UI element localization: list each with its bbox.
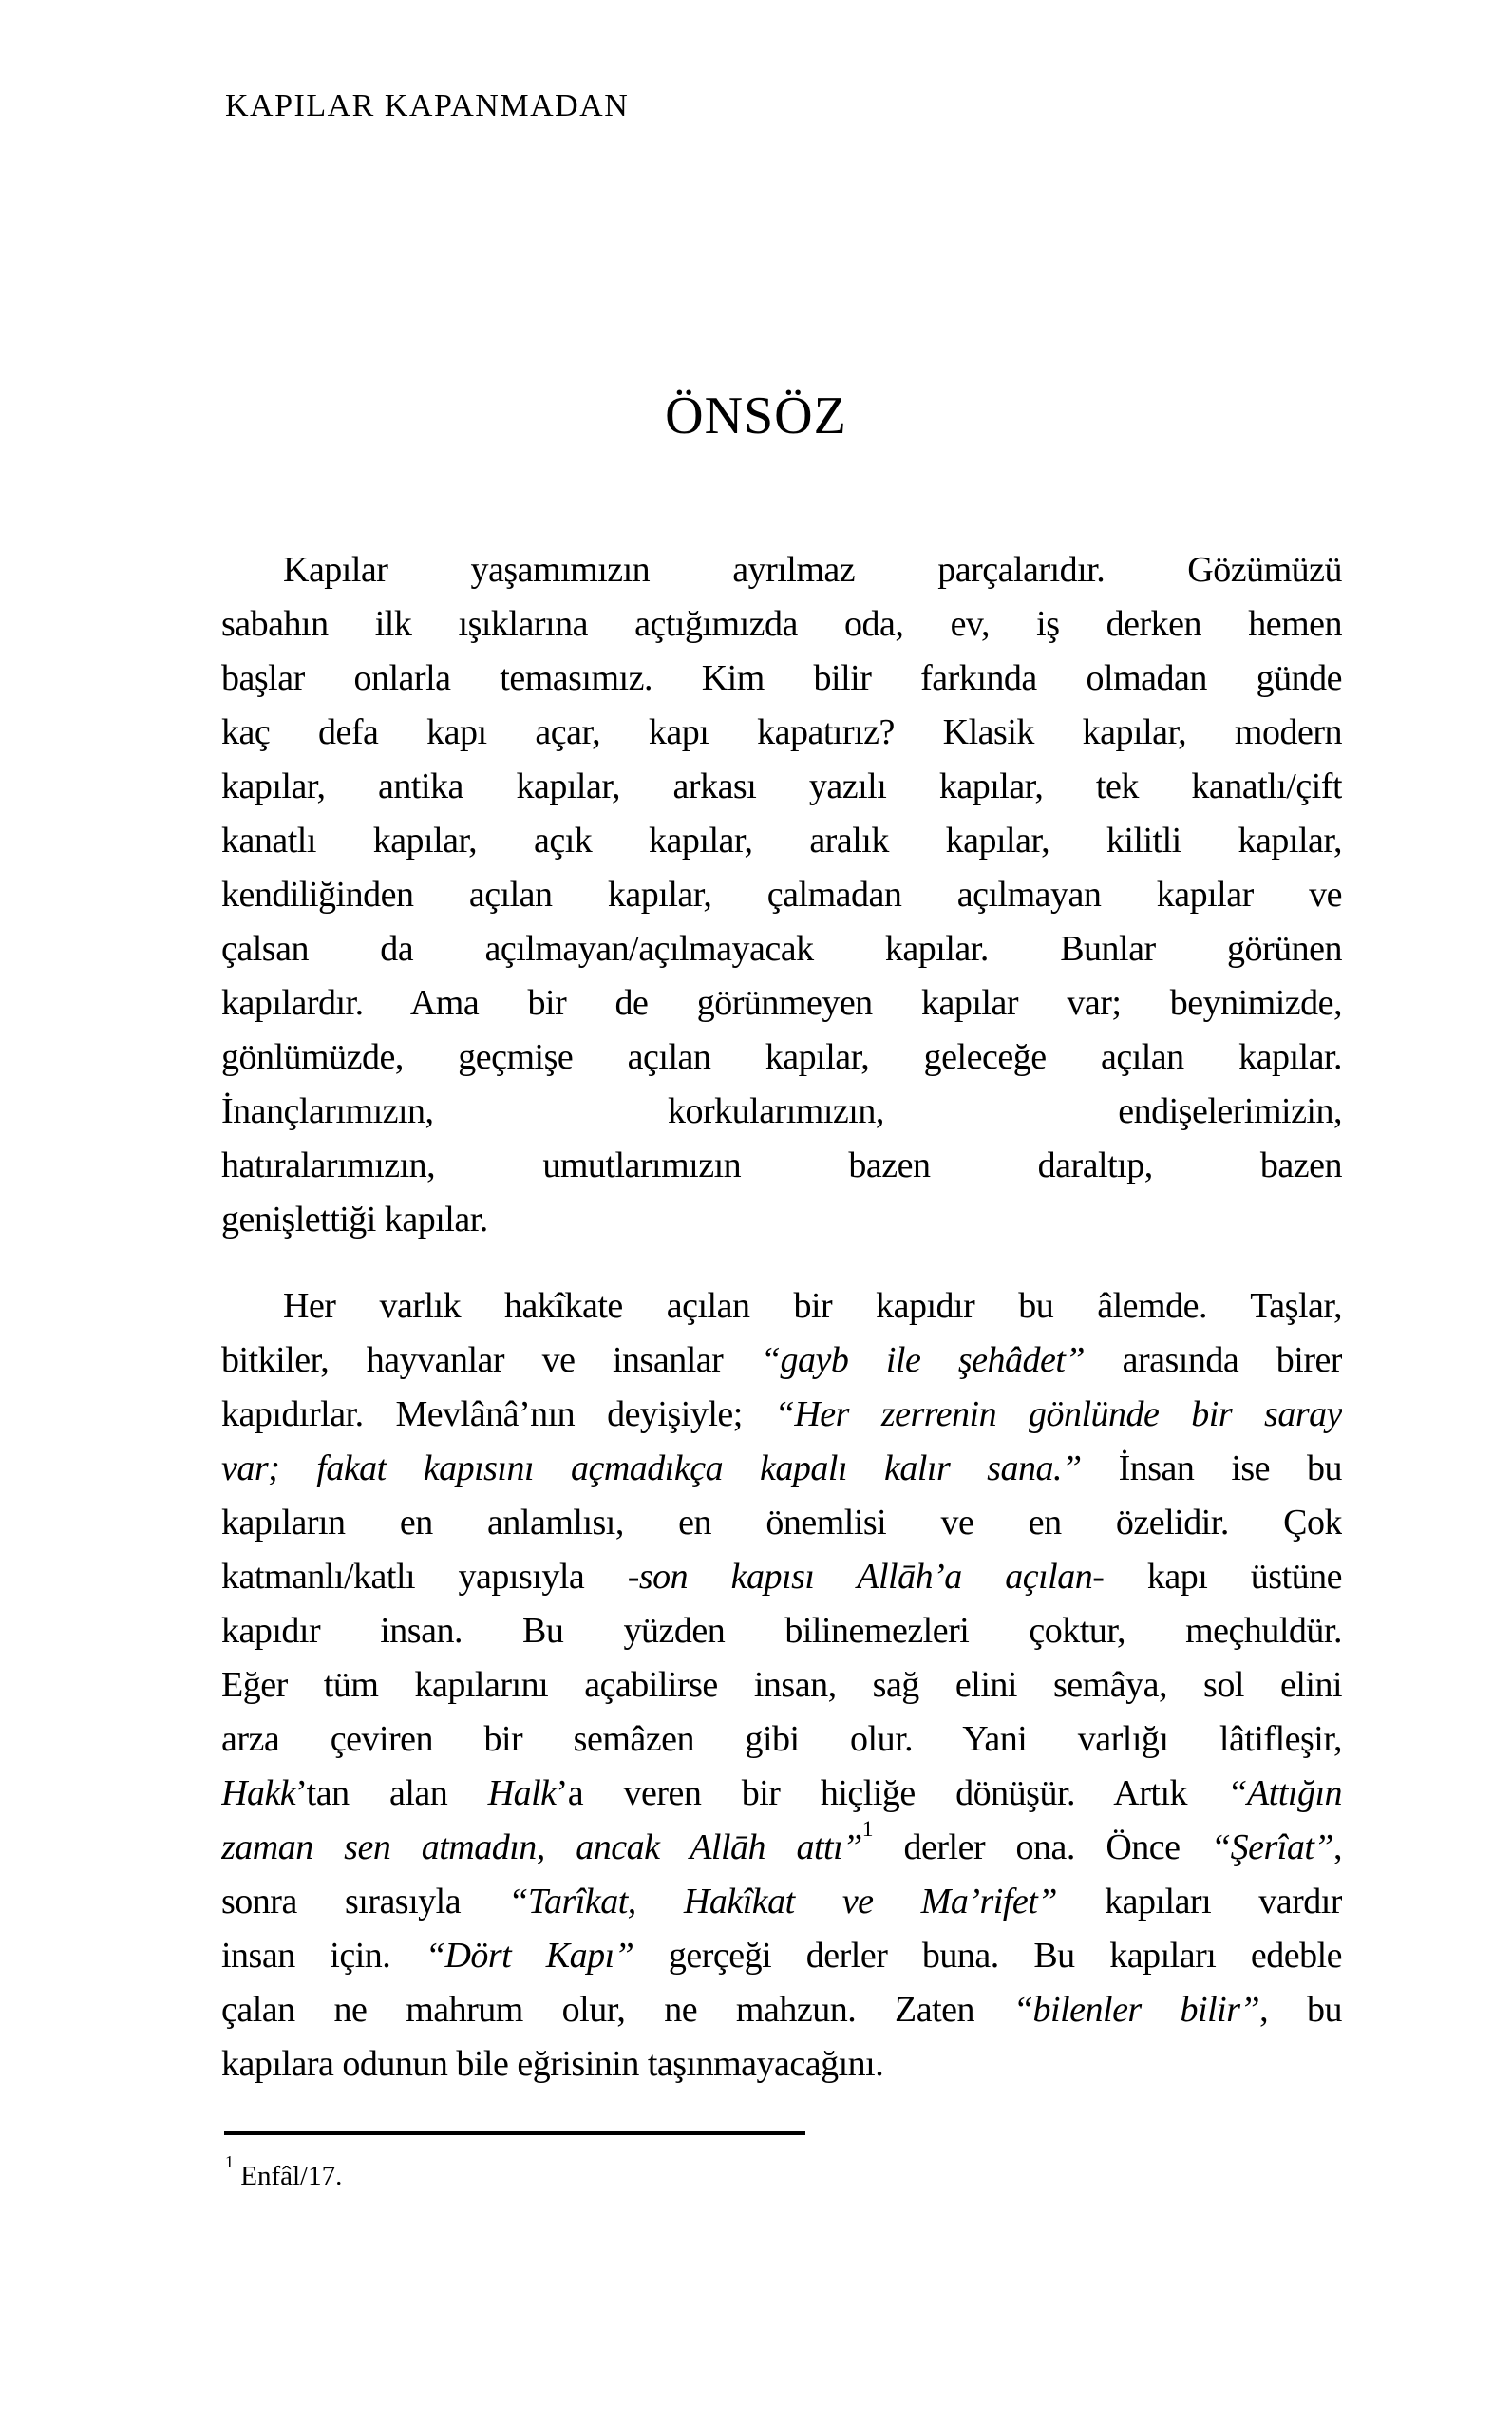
italic-text: Hakk [221, 1773, 296, 1813]
text-line [221, 760, 1342, 814]
text-segment: ’a veren bir hiçliğe dönüşür. Artık [556, 1773, 1228, 1813]
italic-text: “Tarîkat, Hakîkat ve Ma’rifet” [508, 1882, 1057, 1921]
text-line [221, 1875, 1342, 1929]
text-line [221, 706, 1342, 760]
footnote-reference: 1 [861, 1821, 874, 1842]
text-line [221, 1929, 1342, 1983]
italic-text: “Attığın [1227, 1773, 1342, 1813]
text-line [221, 597, 1342, 652]
chapter-title: ÖNSÖZ [665, 387, 847, 445]
text-segment: insan için. [221, 1936, 425, 1976]
text-line [221, 1085, 1342, 1139]
text-segment: başlar onlarla temasımız. Kim bilir farkında olmadan günde [221, 658, 1342, 698]
text-line [221, 922, 1342, 976]
text-line [221, 1193, 1342, 1247]
text-segment: kanatlı kapılar, açık kapılar, aralık kapılar, kilitli kapılar, [221, 821, 1342, 861]
italic-text: “bilenler bilir” [1012, 1990, 1260, 2030]
text-segment: İnançlarımızın, korkularımızın, endişelerimizin, [221, 1091, 1342, 1131]
text-segment: çalsan da açılmayan/açılmayacak kapılar. Bunlar görünen [221, 929, 1342, 969]
italic-text: son kapısı Allāh’a açılan [638, 1557, 1093, 1597]
text-segment: İnsan ise bu [1081, 1448, 1342, 1488]
text-line [221, 1604, 1342, 1658]
paragraph [221, 543, 1342, 1247]
text-line [221, 1712, 1342, 1767]
text-segment: katmanlı/katlı yapısıyla - [221, 1557, 639, 1597]
text-segment: sonra sırasıyla [221, 1882, 509, 1921]
text-segment: Her varlık hakîkate açılan bir kapıdır bu âlemde. Taşlar, [283, 1286, 1342, 1326]
text-segment: bitkiler, hayvanlar ve insanlar [221, 1340, 761, 1380]
text-line [221, 1658, 1342, 1712]
footnote-marker: 1 [225, 2152, 234, 2172]
text-line [221, 1821, 1342, 1875]
text-line [221, 868, 1342, 922]
text-segment: kapıdır insan. Bu yüzden bilinemezleri çoktur, meçhuldür. [221, 1611, 1342, 1651]
text-segment: kapılar, antika kapılar, arkası yazılı kapılar, tek kanatlı/çift [221, 766, 1342, 806]
text-segment: , bu [1259, 1990, 1342, 2030]
text-line [221, 2037, 1342, 2091]
text-segment: genişlettiği kapılar. [221, 1200, 488, 1239]
text-line [221, 652, 1342, 706]
text-segment: sabahın ilk ışıklarına açtığımızda oda, ev, iş derken hemen [221, 604, 1342, 644]
text-segment: , [1333, 1827, 1342, 1867]
text-segment: derler ona. Önce [873, 1827, 1211, 1867]
footnote-text: Enfâl/17. [233, 2161, 343, 2191]
footnote-separator-rule [224, 2131, 805, 2135]
text-segment: - kapı üstüne [1092, 1557, 1342, 1597]
text-segment: çalan ne mahrum olur, ne mahzun. Zaten [221, 1990, 1013, 2030]
text-segment: kapılardır. Ama bir de görünmeyen kapılar var; beynimizde, [221, 983, 1342, 1023]
text-line [221, 1983, 1342, 2037]
footnote [225, 2152, 343, 2196]
text-line [221, 1496, 1342, 1550]
text-segment: kendiliğinden açılan kapılar, çalmadan açılmayan kapılar ve [221, 875, 1342, 915]
text-line [283, 543, 1342, 597]
body-text [221, 543, 1342, 2091]
text-segment: hatıralarımızın, umutlarımızın bazen daraltıp, bazen [221, 1145, 1342, 1185]
text-line [221, 1139, 1342, 1193]
text-line [221, 1334, 1342, 1388]
running-header: KAPILAR KAPANMADAN [225, 88, 630, 123]
text-line [221, 1031, 1342, 1085]
italic-text: “Dört Kapı” [425, 1936, 634, 1976]
text-segment: kapıdırlar. Mevlânâ’nın deyişiyle; [221, 1394, 775, 1434]
text-line [221, 814, 1342, 868]
paragraph [221, 1279, 1342, 2091]
text-segment: ’tan alan [295, 1773, 488, 1813]
text-segment: arasında birer [1085, 1340, 1342, 1380]
italic-text: zaman sen atmadın, ancak Allāh attı” [221, 1827, 862, 1867]
italic-text: var; fakat kapısını açmadıkça kapalı kalır sana.” [221, 1448, 1082, 1488]
text-segment: Eğer tüm kapılarını açabilirse insan, sağ elini semâya, sol elini [221, 1665, 1342, 1705]
italic-text: Halk [487, 1773, 557, 1813]
text-segment: gerçeği derler buna. Bu kapıları edeble [633, 1936, 1342, 1976]
text-segment: Kapılar yaşamımızın ayrılmaz parçalarıdır. Gözümüzü [283, 550, 1342, 590]
text-line [221, 1442, 1342, 1496]
text-segment: kapılara odunun bile eğrisinin taşınmayacağını. [221, 2044, 884, 2084]
text-segment: kaç defa kapı açar, kapı kapatırız? Klasik kapılar, modern [221, 712, 1342, 752]
text-line [283, 1279, 1342, 1334]
text-line [221, 976, 1342, 1031]
italic-text: “Her zerrenin gönlünde bir saray [774, 1394, 1342, 1434]
text-line [221, 1388, 1342, 1442]
text-line [221, 1767, 1342, 1821]
text-segment: gönlümüzde, geçmişe açılan kapılar, geleceğe açılan kapılar. [221, 1037, 1342, 1077]
text-segment: arza çeviren bir semâzen gibi olur. Yani varlığı lâtifleşir, [221, 1719, 1342, 1759]
text-segment: kapıların en anlamlısı, en önemlisi ve en özelidir. Çok [221, 1503, 1342, 1542]
text-line [221, 1550, 1342, 1604]
italic-text: “gayb ile şehâdet” [760, 1340, 1086, 1380]
text-segment: kapıları vardır [1056, 1882, 1342, 1921]
italic-text: “Şerîat” [1210, 1827, 1334, 1867]
